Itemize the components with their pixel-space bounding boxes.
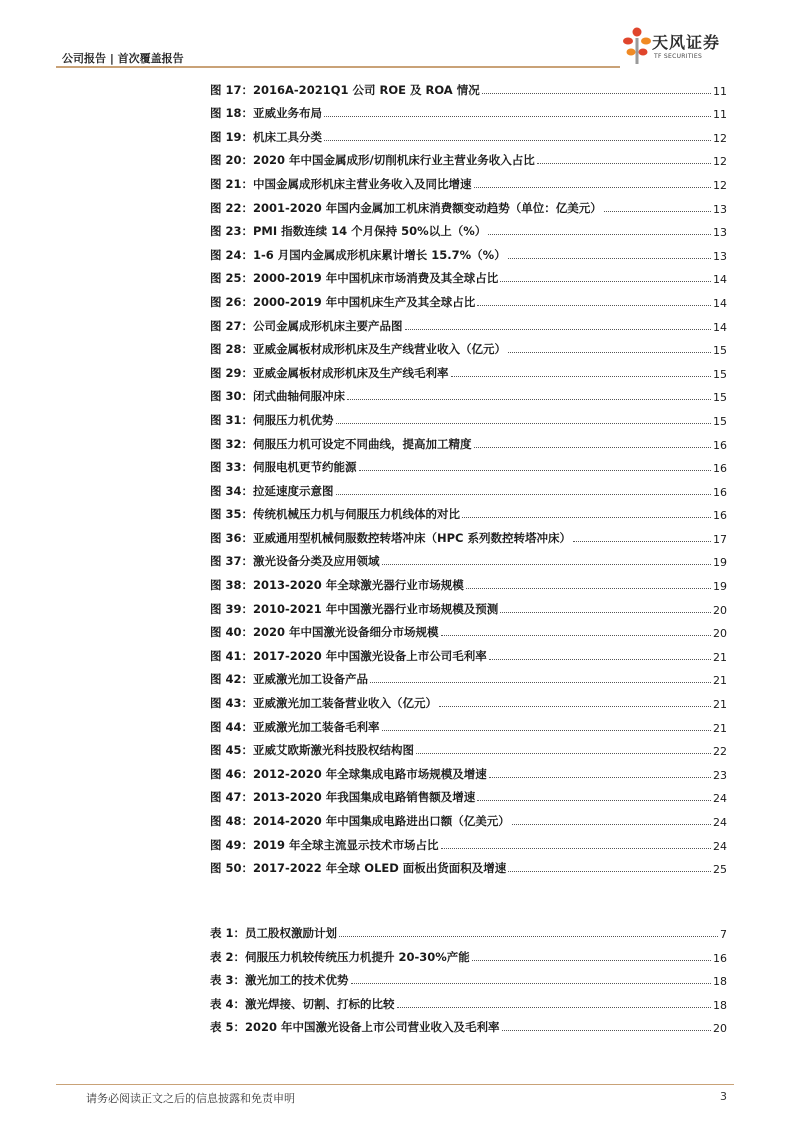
toc-entry-title: 图 50：2017-2022 年全球 OLED 面板出货面积及增速 [210,861,507,876]
toc-entry[interactable] [210,192,727,216]
leader-dots [500,612,711,613]
toc-entry-title: 图 40：2020 年中国激光设备细分市场规模 [210,625,439,640]
toc-entry[interactable] [210,334,727,358]
toc-entry-page: 13 [713,226,727,240]
leader-dots [489,777,711,778]
toc-entry-title: 图 49：2019 年全球主流显示技术市场占比 [210,837,439,852]
toc-entry-title: 图 21：中国金属成形机床主营业务收入及同比增速 [210,176,472,191]
leader-dots [382,730,711,731]
toc-entry-title: 图 29：亚威金属板材成形机床及生产线毛利率 [210,365,449,380]
footer-disclaimer: 请务必阅读正文之后的信息披露和免责申明 [86,1092,295,1105]
toc-entry-page: 20 [713,1021,727,1035]
toc-entry[interactable] [210,805,727,829]
leader-dots [370,682,711,683]
company-logo [622,26,742,70]
toc-entry[interactable] [210,569,727,593]
toc-entry-title: 图 32：伺服压力机可设定不同曲线，提高加工精度 [210,436,472,451]
toc-entry-title: 表 1：员工股权激励计划 [210,926,338,941]
leader-dots [482,93,711,94]
leader-dots [382,564,711,565]
toc-entry[interactable] [210,593,727,617]
toc-entry-title: 图 42：亚威激光加工设备产品 [210,672,369,687]
toc-entry-title: 图 23：PMI 指数连续 14 个月保持 50%以上（%） [210,224,487,239]
toc-entry-title: 图 45：亚威艾欧斯激光科技股权结构图 [210,743,415,758]
page-number: 3 [720,1090,727,1103]
logo-text-cn: 天风证券 [652,33,721,52]
toc-entry-page: 19 [713,580,727,594]
leader-dots [474,447,711,448]
toc-entry-page: 21 [713,650,727,664]
leader-dots [441,848,711,849]
leader-dots [336,494,711,495]
toc-entry-page: 23 [713,768,727,782]
toc-entry-page: 21 [713,698,727,712]
toc-entry-title: 表 4：激光焊接、切割、打标的比较 [210,996,395,1011]
leader-dots [351,983,711,984]
toc-entry-page: 18 [713,975,727,989]
toc-entry[interactable] [210,617,727,641]
toc-entry[interactable] [210,546,727,570]
leader-dots [347,399,711,400]
toc-entry-title: 图 38：2013-2020 年全球激光器行业市场规模 [210,578,464,593]
leader-dots [472,960,711,961]
leader-dots [359,470,711,471]
toc-entry-page: 16 [713,951,727,965]
toc-entry-page: 11 [713,108,727,122]
toc-entry-page: 16 [713,438,727,452]
toc-entry[interactable] [210,640,727,664]
toc-entry[interactable] [210,286,727,310]
leader-dots [336,423,711,424]
leader-dots [508,871,711,872]
toc-entry[interactable] [210,735,727,759]
toc-entry-page: 15 [713,414,727,428]
toc-entry[interactable] [210,168,727,192]
toc-entry[interactable] [210,829,727,853]
toc-entry-page: 15 [713,367,727,381]
leader-dots [502,1030,711,1031]
toc-entry[interactable] [210,428,727,452]
toc-entry-title: 图 30：闭式曲轴伺服冲床 [210,389,346,404]
toc-entry[interactable] [210,145,727,169]
toc-entry-page: 15 [713,391,727,405]
toc-entry-page: 22 [713,745,727,759]
toc-entry[interactable] [210,381,727,405]
leader-dots [462,517,711,518]
toc-entry-title: 图 44：亚威激光加工装备毛利率 [210,719,380,734]
toc-entry-title: 图 39：2010-2021 年中国激光器行业市场规模及预测 [210,601,499,616]
leader-dots [451,376,711,377]
toc-entry-page: 21 [713,721,727,735]
toc-entry-title: 图 36：亚威通用型机械伺服数控转塔冲床（HPC 系列数控转塔冲床） [210,530,572,545]
toc-entry[interactable] [210,711,727,735]
toc-entry-title: 图 33：伺服电机更节约能源 [210,460,357,475]
toc-entry[interactable] [210,664,727,688]
leader-dots [477,305,711,306]
toc-entry-page: 18 [713,998,727,1012]
leader-dots [416,753,711,754]
toc-entry[interactable] [210,687,727,711]
toc-entry-title: 图 48：2014-2020 年中国集成电路进出口额（亿美元） [210,814,510,828]
toc-entry-page: 15 [713,344,727,358]
toc-entry[interactable] [210,758,727,782]
toc-entry-page: 12 [713,155,727,169]
toc-entry[interactable] [210,98,727,122]
toc-entry-page: 24 [713,816,727,829]
toc-entry[interactable] [210,918,727,941]
leader-dots [508,352,711,353]
toc-entry[interactable] [210,310,727,334]
leader-dots [477,800,711,801]
toc-entry-title: 图 20：2020 年中国金属成形/切削机床行业主营业务收入占比 [210,153,535,168]
toc-entry[interactable] [210,475,727,499]
toc-entry[interactable] [210,1012,727,1035]
toc-entry[interactable] [210,216,727,240]
toc-entry-page: 12 [713,178,727,192]
toc-entry[interactable] [210,782,727,806]
toc-entry-page: 13 [713,249,727,263]
toc-entry-page: 20 [713,627,727,641]
leader-dots [441,635,711,636]
toc-entry-title: 表 5：2020 年中国激光设备上市公司营业收入及毛利率 [210,1019,500,1034]
leader-dots [339,936,718,937]
toc-entry-title: 图 17：2016A-2021Q1 公司 ROE 及 ROA 情况 [210,82,480,97]
leader-dots [405,329,711,330]
logo-text-en: TF SECURITIES [654,53,703,60]
toc-entry[interactable] [210,239,727,263]
toc-entry-page: 16 [713,462,727,476]
toc-entry-page: 13 [713,202,727,216]
toc-entry[interactable] [210,965,727,988]
table-list [210,918,727,1035]
report-type-label: 公司报告 | 首次覆盖报告 [62,52,184,65]
toc-entry[interactable] [210,499,727,523]
header-divider [56,66,620,68]
leader-dots [488,234,711,235]
toc-entry-title: 图 34：拉延速度示意图 [210,483,334,498]
toc-entry-page: 16 [713,509,727,523]
leader-dots [474,187,711,188]
toc-entry-title: 图 25：2000-2019 年中国机床市场消费及其全球占比 [210,271,499,286]
toc-entry-title: 表 2：伺服压力机较传统压力机提升 20-30%产能 [210,949,470,964]
leader-dots [508,258,711,259]
toc-entry-page: 25 [713,863,727,877]
leader-dots [489,659,711,660]
toc-entry-page: 24 [713,792,727,806]
leader-dots [537,163,711,164]
toc-entry-title: 图 37：激光设备分类及应用领域 [210,554,380,569]
toc-entry-page: 21 [713,674,727,688]
toc-entry-title: 图 41：2017-2020 年中国激光设备上市公司毛利率 [210,648,487,663]
figure-list [210,74,727,876]
leader-dots [397,1007,711,1008]
toc-entry[interactable] [210,941,727,964]
leader-dots [604,211,711,212]
toc-entry-page: 7 [720,928,727,942]
toc-entry[interactable] [210,452,727,476]
toc-entry-title: 图 22：2001-2020 年国内金属加工机床消费额变动趋势（单位：亿美元） [210,200,602,215]
toc-entry-page: 14 [713,296,727,310]
toc-entry[interactable] [210,357,727,381]
leader-dots [573,541,711,542]
toc-entry-title: 图 31：伺服压力机优势 [210,412,334,427]
toc-entry-page: 17 [713,532,727,546]
toc-entry-title: 图 19：机床工具分类 [210,129,323,144]
toc-entry-title: 图 43：亚威激光加工装备营业收入（亿元） [210,696,438,711]
toc-entry-title: 图 28：亚威金属板材成形机床及生产线营业收入（亿元） [210,342,507,357]
toc-entry[interactable] [210,522,727,546]
leader-dots [324,116,711,117]
toc-entry[interactable] [210,853,727,877]
toc-entry-page: 12 [713,131,727,145]
leader-dots [439,706,711,707]
toc-entry[interactable] [210,263,727,287]
toc-entry-title: 图 27：公司金属成形机床主要产品图 [210,318,403,333]
toc-entry-page: 20 [713,603,727,617]
footer-divider [56,1084,734,1085]
toc-entry-title: 图 46：2012-2020 年全球集成电路市场规模及增速 [210,766,487,781]
toc-entry-page: 16 [713,485,727,499]
toc-entry-title: 图 24：1-6 月国内金属成形机床累计增长 15.7%（%） [210,247,506,262]
toc-entry[interactable] [210,74,727,98]
toc-entry-page: 11 [713,84,727,98]
toc-entry[interactable] [210,121,727,145]
toc-entry-title: 图 47：2013-2020 年我国集成电路销售额及增速 [210,790,476,805]
toc-entry[interactable] [210,988,727,1011]
leader-dots [512,824,711,825]
toc-entry-title: 图 18：亚威业务布局 [210,106,323,121]
toc-entry-page: 24 [713,839,727,853]
flower-logo-icon [622,26,652,68]
toc-entry[interactable] [210,404,727,428]
toc-entry-page: 14 [713,320,727,334]
leader-dots [500,281,711,282]
toc-entry-title: 图 26：2000-2019 年中国机床生产及其全球占比 [210,294,476,309]
toc-entry-title: 图 35：传统机械压力机与伺服压力机线体的对比 [210,507,461,522]
leader-dots [324,140,711,141]
toc-entry-title: 表 3：激光加工的技术优势 [210,973,349,988]
toc-entry-page: 19 [713,556,727,570]
toc-entry-page: 14 [713,273,727,287]
leader-dots [466,588,711,589]
